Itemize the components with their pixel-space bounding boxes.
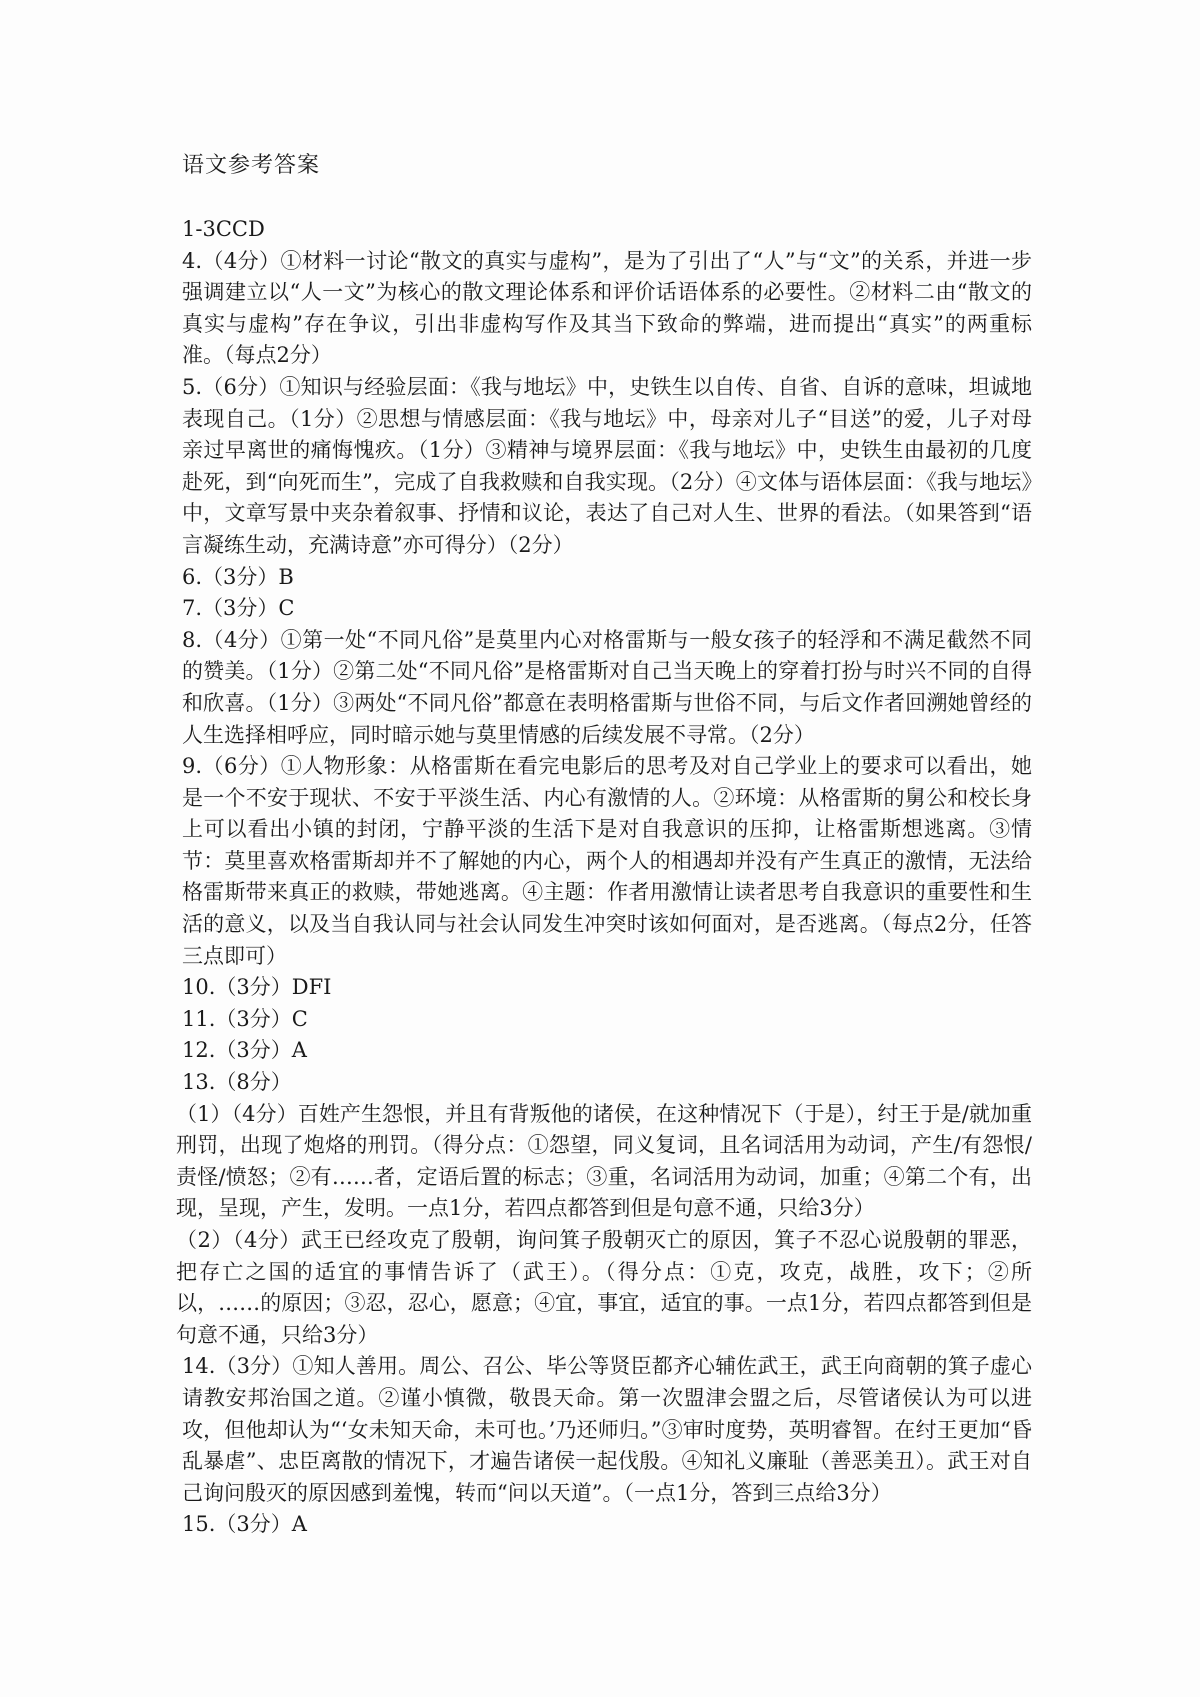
answer-item: 12.（3分）A bbox=[182, 1038, 307, 1063]
answer-item: 5.（6分）①知识与经验层面：《我与地坛》中，史铁生以自传、自省、自诉的意味，坦诚地表现自己。（1分）②思想与情感层面：《我与地坛》中，母亲对儿子“目送”的爱，儿子对母亲过早离世的痛悔愧疚。（1分）③精神与境界层面：《我与地坛》中，史铁生由最初的几度赴死，到“向死而生”，完成了自我救赎和自我实现。（2分）④文体与语体层面：《我与地坛》中，文章写景中夹杂着叙事、抒情和议论，表达了自己对人生、世界的看法。（如果答到“语言凝练生动，充满诗意”亦可得分）（2分） bbox=[182, 374, 1032, 557]
answer-item: 13.（8分） bbox=[182, 1070, 292, 1095]
answer-item: 15.（3分）A bbox=[182, 1512, 307, 1537]
answer-item: 7.（3分）C bbox=[182, 596, 295, 621]
answer-item: 1-3CCD bbox=[182, 217, 265, 241]
answer-item: 8.（4分）①第一处“不同凡俗”是莫里内心对格雷斯与一般女孩子的轻浮和不满足截然不同的赞美。（1分）②第二处“不同凡俗”是格雷斯对自己当天晚上的穿着打扮与时兴不同的自得和欣喜。（1分）③两处“不同凡俗”都意在表明格雷斯与世俗不同，与后文作者回溯她曾经的人生选择相呼应，同时暗示她与莫里情感的后续发展不寻常。（2分） bbox=[182, 627, 1032, 747]
answer-list bbox=[176, 214, 1032, 1541]
answer-item: 9.（6分）①人物形象：从格雷斯在看完电影后的思考及对自己学业上的要求可以看出，她是一个不安于现状、不安于平淡生活、内心有激情的人。②环境：从格雷斯的舅公和校长身上可以看出小镇的封闭，宁静平淡的生活下是对自我意识的压抑，让格雷斯想逃离。③情节：莫里喜欢格雷斯却并不了解她的内心，两个人的相遇却并没有产生真正的激情，无法给格雷斯带来真正的救赎，带她逃离。④主题：作者用激情让读者思考自我意识的重要性和生活的意义，以及当自我认同与社会认同发生冲突时该如何面对，是否逃离。（每点2分，任答三点即可） bbox=[182, 754, 1032, 968]
answer-item: 4.（4分）①材料一讨论“散文的真实与虚构”，是为了引出了“人”与“文”的关系，并进一步强调建立以“人一文”为核心的散文理论体系和评价话语体系的必要性。②材料二由“散文的真实与虚构”存在争议，引出非虚构写作及其当下致命的弊端，进而提出“真实”的两重标准。（每点2分） bbox=[182, 248, 1032, 368]
answer-sub-item: （2）（4分）武王已经攻克了殷朝，询问箕子殷朝灭亡的原因，箕子不忍心说殷朝的罪恶，把存亡之国的适宜的事情告诉了（武王）。（得分点：①克，攻克，战胜，攻下；②所以，……的原因；③忍，忍心，愿意；④宜，事宜，适宜的事。一点1分，若四点都答到但是句意不通，只给3分） bbox=[176, 1228, 1032, 1347]
page-title: 语文参考答案 bbox=[182, 153, 321, 178]
answer-item: 11.（3分）C bbox=[182, 1006, 308, 1031]
answer-sub-item: （1）（4分）百姓产生怨恨，并且有背叛他的诸侯，在这种情况下（于是），纣王于是/就加重刑罚，出现了炮烙的刑罚。（得分点：①怨望，同义复词，且名词活用为动词，产生/有怨恨/责怪/愤怒；②有……者，定语后置的标志；③重，名词活用为动词，加重；④第二个有，出现，呈现，产生，发明。一点1分，若四点都答到但是句意不通，只给3分） bbox=[176, 1101, 1032, 1221]
answer-item: 10.（3分）DFI bbox=[182, 975, 332, 1000]
answer-item: 6.（3分）B bbox=[182, 564, 294, 589]
answer-item: 14.（3分）①知人善用。周公、召公、毕公等贤臣都齐心辅佐武王，武王向商朝的箕子虚心请教安邦治国之道。②谨小慎微，敬畏天命。第一次盟津会盟之后，尽管诸侯认为可以进攻，但他却认为“‘女未知天命，未可也。’乃还师归。”③审时度势，英明睿智。在纣王更加“昏乱暴虐”、忠臣离散的情况下，才遍告诸侯一起伐殷。④知礼义廉耻（善恶美丑）。武王对自己询问殷灭的原因感到羞愧，转而“问以天道”。（一点1分，答到三点给3分） bbox=[182, 1354, 1032, 1505]
